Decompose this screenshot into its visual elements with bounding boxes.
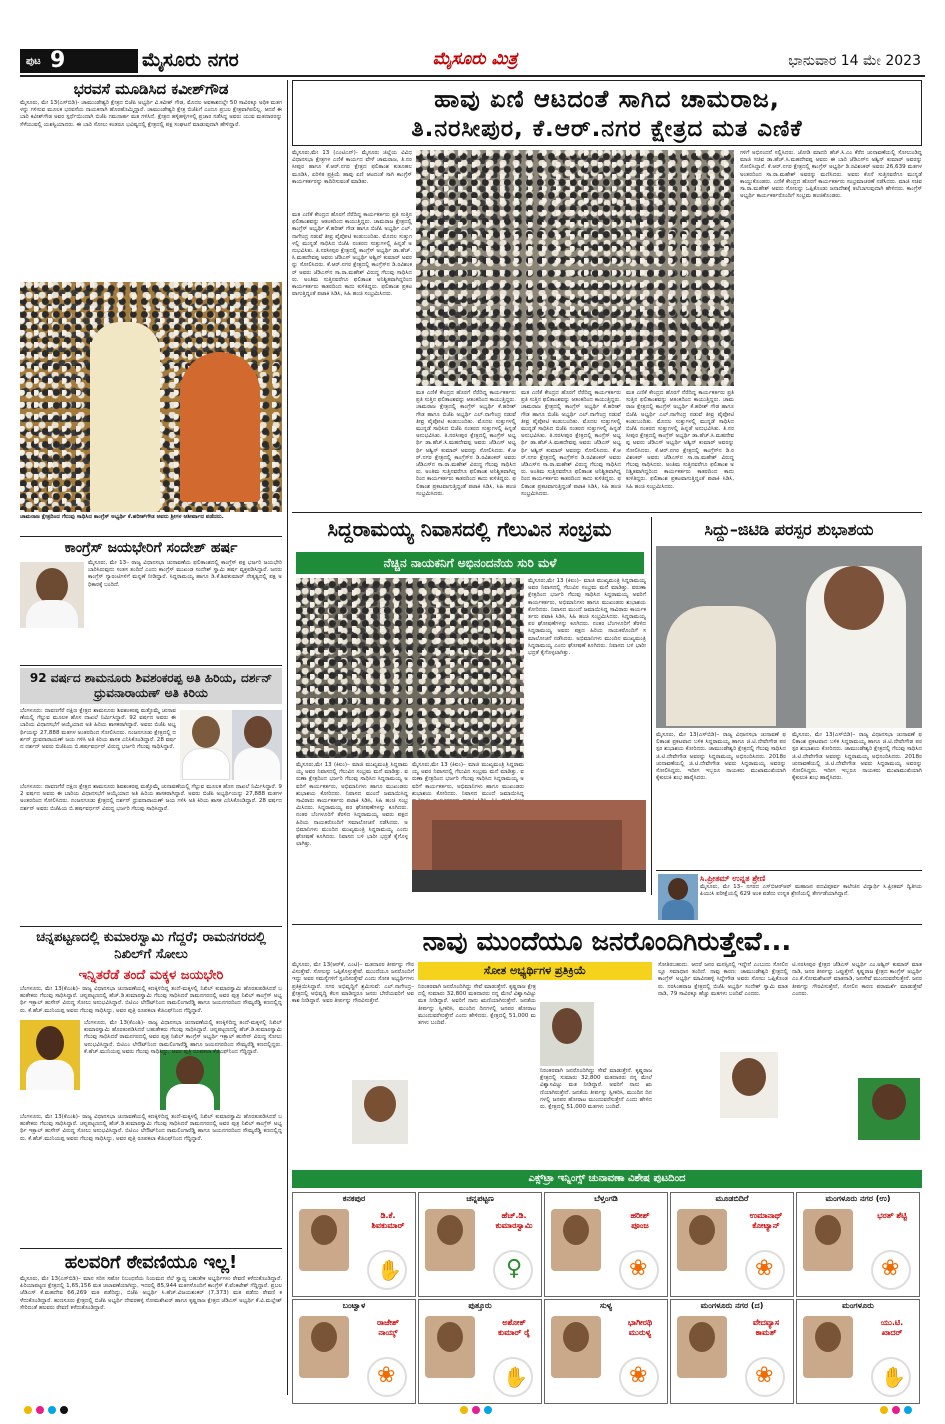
registration-dot	[60, 1406, 68, 1414]
mid-subhead-band	[296, 552, 644, 574]
mid-body-text: ಮೈಸೂರು,ಮೇ 13 (ಕಿಐಂ)– ಮಾಜಿ ಮುಖ್ಯಮಂತ್ರಿ ಸಿದ್ದರಾಮಯ್ಯ ಅವರ ನಿವಾಸದಲ್ಲಿ ಗೆಲುವಿನ ಸಂಭ್ರಮ ಮನೆ ಮಾಡಿತ್ತು. ವರುಣಾ ಕ್ಷೇತ್ರದಿಂದ ಭರ್ಜರಿ ಗೆಲುವು ಸಾಧಿಸಿದ ಸಿದ್ದರಾಮಯ್ಯ ಅವರಿಗೆ ಕಾರ್ಯಕರ್ತರು, ಅಭಿಮಾನಿಗಳು ಹಾಗೂ ಮುಖಂಡರು ಶುಭಾಶಯ ಕೋರಿದರು. ನಿವಾಸದ ಮುಂದೆ ಜಮಾಯಿಸಿದ್ದ ಸಾವಿರಾರು ಕಾರ್ಯಕರ್ತರು ಪಟಾಕಿ ಸಿಡಿಸಿ, ಸಿಹಿ ಹಂಚಿ ಸಂಭ್ರಮಿಸಿದರು. ಸಿದ್ದರಾಮಯ್ಯ ಪರ ಘೋಷಣೆಗಳನ್ನು ಕೂಗಿದರು. ನಂತರ ಬೆಂಗಳೂರಿಗೆ ತೆರಳಿದ ಸಿದ್ದರಾಮಯ್ಯ ಅವರು ಪಕ್ಷದ ಹಿರಿಯ ನಾಯಕರೊಂದಿಗೆ ಸಮಾಲೋಚನೆ ನಡೆಸಿದರು. ಅಭಿಮಾನಿಗಳು ಮುಂದಿನ ಮುಖ್ಯಮಂತ್ರಿ ಸಿದ್ದರಾಮಯ್ಯ ಎಂದು ಘೋಷಣೆ ಕೂಗಿದರು. ನಿವಾಸದ ಬಳಿ ಭಾರೀ ಭದ್ರತೆ ಕೈಗೊಳ್ಳಲಾಗಿತ್ತು.	[296, 762, 408, 848]
lead-body-text-3: ಮತ ಎಣಿಕೆ ಕೇಂದ್ರದ ಹೊರಗೆ ನೆರೆದಿದ್ದ ಕಾರ್ಯಕರ್ತರು ಪ್ರತಿ ಸುತ್ತಿನ ಫಲಿತಾಂಶವನ್ನು ಆತಂಕದಿಂದ ಕಾಯುತ್ತಿದ್ದರು. ಚಾಮರಾಜ ಕ್ಷೇತ್ರದಲ್ಲಿ ಕಾಂಗ್ರೆಸ್ ಅಭ್ಯರ್ಥಿ ಕೆ.ಹರೀಶ್ ಗೌಡ ಹಾಗೂ ಬಿಜೆಪಿ ಅಭ್ಯರ್ಥಿ ಎಲ್.ನಾಗೇಂದ್ರ ನಡುವೆ ತೀವ್ರ ಪೈಪೋಟಿ ಕಂಡುಬಂದಿತು. ಮೊದಲ ಸುತ್ತುಗಳಲ್ಲಿ ಮುನ್ನಡೆ ಸಾಧಿಸಿದ ಬಿಜೆಪಿ ನಂತರದ ಸುತ್ತುಗಳಲ್ಲಿ ಹಿನ್ನಡೆ ಅನುಭವಿಸಿತು. ತಿ.ನರಸೀಪುರ ಕ್ಷೇತ್ರದಲ್ಲಿ ಕಾಂಗ್ರೆಸ್ ಅಭ್ಯರ್ಥಿ ಡಾ.ಹೆಚ್.ಸಿ.ಮಹದೇವಪ್ಪ ಅವರು ಜೆಡಿಎಸ್ ಅಭ್ಯರ್ಥಿ ಅಶ್ವಿನ್ ಕುಮಾರ್ ಅವರನ್ನು ಸೋಲಿಸಿದರು. ಕೆ.ಆರ್.ನಗರ ಕ್ಷೇತ್ರದಲ್ಲಿ ಕಾಂಗ್ರೆಸ್‌ನ ಡಿ.ರವಿಶಂಕರ್ ಅವರು ಜೆಡಿಎಸ್‌ನ ಸಾ.ರಾ.ಮಹೇಶ್ ವಿರುದ್ಧ ಗೆಲುವು ಸಾಧಿಸಿದರು. ಅಂತಿಮ ಸುತ್ತಿನವರೆಗೂ ಫಲಿತಾಂಶ ಅನಿಶ್ಚಿತವಾಗಿದ್ದರಿಂದ ಕಾರ್ಯಕರ್ತರು ಕಾತರದಿಂದ ಕಾದು ಕುಳಿತಿದ್ದರು. ಫಲಿತಾಂಶ ಪ್ರಕಟವಾಗುತ್ತಿದ್ದಂತೆ ಪಟಾಕಿ ಸಿಡಿಸಿ, ಸಿಹಿ ಹಂಚಿ ಸಂಭ್ರಮಿಸಿದರು.	[521, 390, 621, 497]
bottom-headline: ನಾವು ಮುಂದೆಯೂ ಜನರೊಂದಿಗಿರುತ್ತೇವೆ...	[422, 927, 792, 957]
candidate-card	[544, 1299, 668, 1404]
special-banner	[292, 1170, 922, 1188]
candidate-constituency: ಸುಳ್ಯ	[599, 1301, 613, 1310]
lead-body-col2	[416, 390, 516, 508]
candidate-photo	[299, 1209, 349, 1271]
candidate-name: ಹೆಚ್.ಡಿ. ಕುಮಾರಸ್ವಾಮಿ	[495, 1211, 533, 1230]
registration-dot	[904, 1406, 912, 1414]
story5-body: ಮೈಸೂರು, ಮೇ 13(ಎಸ್‌ಬಿಡಿ)– ಮಾನ ಸರಿಸ ಸಹೋ ನಿಬಂಧನೆಯ ನಿಯಮದ ನೆಲೆ ಸ್ವಾಧ್ಯ ಬಹುತೇಕ ಅಭ್ಯರ್ಥಿಗಳು ಠೇವಣಿ ಕಳೆದುಕೊಂಡಿದ್ದಾರೆ. ಪಿರಿಯಾಪಟ್ಟಣ ಕ್ಷೇತ್ರದಲ್ಲಿ 1,65,156 ಮತ ಚಲಾವಣೆಯಾಗಿದ್ದು, ಇದರಲ್ಲಿ 85,944 ಮತಗಳೊಂದಿಗೆ ಕಾಂಗ್ರೆಸ್ ಕೆ.ವೆಂಕಟೇಶ್ ಗೆದ್ದಿದ್ದಾರೆ. ಪ್ರಬಲ ಜೆಡಿಎಸ್ ಕೆ.ಮಹದೇವ 66,269 ಮತ ಪಡೆದಿದ್ದು, ಬಿಜೆಪಿ ಅಭ್ಯರ್ಥಿ ಸಿ.ಹೆಚ್.ವಿಜಯಶಂಕರ್ (7,373) ಮತ ಪಡೆದು ಠೇವಣಿ ಕಳೆದುಕೊಂಡಿದ್ದಾರೆ. ಹುಣಸೂರು ಕ್ಷೇತ್ರದಲ್ಲಿ ಬಿಜೆಪಿ ಅಭ್ಯರ್ಥಿ ದೇವರಹಳ್ಳಿ ಸೋಮಶೇಖರ್ ಹಾಗೂ ಕೃಷ್ಣರಾಜ ಕ್ಷೇತ್ರದ ಜೆಡಿಎಸ್ ಅಭ್ಯರ್ಥಿ ಕೆ.ವಿ.ಮಲ್ಲೇಶ್ ಸೇರಿದಂತೆ ಹಲವರು ಠೇವಣಿ ಕಳೆದುಕೊಂಡಿದ್ದಾರೆ.	[20, 1276, 282, 1311]
candidate-constituency: ಮಂಗಳೂರು	[842, 1301, 874, 1310]
bjp-lotus-icon	[871, 1250, 911, 1290]
notice-portrait	[658, 874, 698, 920]
issue-date: ಭಾನುವಾರ 14 ಮೇ 2023	[788, 53, 921, 69]
story4-body-text2: ಬೆಂಗಳೂರು, ಮೇ 13(ಕೆಎಂಶಿ)- ರಾಜ್ಯ ವಿಧಾನಸಭಾ ಚುನಾವಣೆಯಲ್ಲಿ ಕಣಕ್ಕಿಳಿದಿದ್ದ ತಂದೆ-ಮಕ್ಕಳಲ್ಲಿ ನಿಖಿಲ್ ಕುಮಾರಸ್ವಾಮಿ ಹೊರತುಪಡಿಸಿದರೆ ಬಹುತೇಕರು ಗೆಲುವು ಸಾಧಿಸಿದ್ದಾರೆ. ಚನ್ನಪಟ್ಟಣದಲ್ಲಿ ಹೆಚ್.ಡಿ.ಕುಮಾರಸ್ವಾಮಿ ಗೆಲುವು ಸಾಧಿಸಿದರೆ ರಾಮನಗರದಲ್ಲಿ ಅವರ ಪುತ್ರ ನಿಖಿಲ್ ಕಾಂಗ್ರೆಸ್ ಅಭ್ಯರ್ಥಿ ಇಕ್ಬಾಲ್ ಹುಸೇನ್ ವಿರುದ್ಧ ಸೋಲು ಅನುಭವಿಸಿದ್ದಾರೆ. ಬಿಟಿಎಂ ಲೇಔಟ್‌ನಿಂದ ರಾಮಲಿಂಗಾರೆಡ್ಡಿ ಹಾಗೂ ಜಯನಗರದಿಂದ ಸೌಮ್ಯರೆಡ್ಡಿ ಕಣದಲ್ಲಿದ್ದರು. ಕೆ.ಹೆಚ್.ಮುನಿಯಪ್ಪ ಅವರು ಗೆಲುವು ಸಾಧಿಸಿದ್ದು, ಅವರ ಪುತ್ರಿ ರೂಪಕಲಾ ಕೆಜಿಎಫ್‌ನಿಂದ ಗೆದ್ದಿದ್ದಾರೆ.	[20, 1114, 282, 1142]
story3-portrait-elder	[180, 710, 232, 780]
story4-body: ಬೆಂಗಳೂರು, ಮೇ 13(ಕೆಎಂಶಿ)- ರಾಜ್ಯ ವಿಧಾನಸಭಾ ಚುನಾವಣೆಯಲ್ಲಿ ಕಣಕ್ಕಿಳಿದಿದ್ದ ತಂದೆ-ಮಕ್ಕಳಲ್ಲಿ ನಿಖಿಲ್ ಕುಮಾರಸ್ವಾಮಿ ಹೊರತುಪಡಿಸಿದರೆ ಬಹುತೇಕರು ಗೆಲುವು ಸಾಧಿಸಿದ್ದಾರೆ. ಚನ್ನಪಟ್ಟಣದಲ್ಲಿ ಹೆಚ್.ಡಿ.ಕುಮಾರಸ್ವಾಮಿ ಗೆಲುವು ಸಾಧಿಸಿದರೆ ರಾಮನಗರದಲ್ಲಿ ಅವರ ಪುತ್ರ ನಿಖಿಲ್ ಕಾಂಗ್ರೆಸ್ ಅಭ್ಯರ್ಥಿ ಇಕ್ಬಾಲ್ ಹುಸೇನ್ ವಿರುದ್ಧ ಸೋಲು ಅನುಭವಿಸಿದ್ದಾರೆ. ಬಿಟಿಎಂ ಲೇಔಟ್‌ನಿಂದ ರಾಮಲಿಂಗಾರೆಡ್ಡಿ ಹಾಗೂ ಜಯನಗರದಿಂದ ಸೌಮ್ಯರೆಡ್ಡಿ ಕಣದಲ್ಲಿದ್ದರು. ಕೆ.ಹೆಚ್.ಮುನಿಯಪ್ಪ ಅವರು ಗೆಲುವು ಸಾಧಿಸಿದ್ದು, ಅವರ ಪುತ್ರಿ ರೂಪಕಲಾ ಕೆಜಿಎಫ್‌ನಿಂದ ಗೆದ್ದಿದ್ದಾರೆ.	[20, 986, 282, 1014]
lead-body-col3	[521, 390, 621, 508]
bottom-body-far: ಟಿ.ನರಸೀಪುರ ಕ್ಷೇತ್ರದ ಜೆಡಿಎಸ್ ಅಭ್ಯರ್ಥಿ ಎಂ.ಅಶ್ವಿನ್ ಕುಮಾರ್ ಮಾತನಾಡಿ, ಜನರ ತೀರ್ಪನ್ನು ಒಪ್ಪುತ್ತೇನೆ. ಕೃಷ್ಣರಾಜ ಕ್ಷೇತ್ರದ ಕಾಂಗ್ರೆಸ್ ಅಭ್ಯರ್ಥಿ ಎಂ.ಕೆ.ಸೋಮಶೇಖರ್ ಮಾತನಾಡಿ, ಜನಸೇವೆ ಮುಂದುವರೆಸುತ್ತೇನೆ. ಜನರ ತೀರ್ಪನ್ನು ಗೌರವಿಸುತ್ತೇನೆ, ಸೋಲಿನ ಕಾರಣ ಪರಾಮರ್ಶೆ ಮಾಡುತ್ತೇವೆ ಎಂದರು.	[792, 962, 922, 997]
candidate-constituency: ಮೂಡಬಿದಿರೆ	[715, 1194, 749, 1203]
page-label: ಪುಟ	[26, 56, 41, 67]
story3-portrait-young	[232, 710, 282, 780]
bjp-lotus-icon	[745, 1357, 785, 1397]
candidate-name: ರಾಜೇಶ್ ನಾಯ್ಕ್	[376, 1318, 400, 1337]
bottom-portrait-4	[858, 1078, 920, 1140]
candidate-photo	[551, 1316, 601, 1378]
candidate-constituency: ಮಂಗಳೂರು ನಗರ (ಉ)	[825, 1194, 891, 1203]
lead-body-text-4: ಮತ ಎಣಿಕೆ ಕೇಂದ್ರದ ಹೊರಗೆ ನೆರೆದಿದ್ದ ಕಾರ್ಯಕರ್ತರು ಪ್ರತಿ ಸುತ್ತಿನ ಫಲಿತಾಂಶವನ್ನು ಆತಂಕದಿಂದ ಕಾಯುತ್ತಿದ್ದರು. ಚಾಮರಾಜ ಕ್ಷೇತ್ರದಲ್ಲಿ ಕಾಂಗ್ರೆಸ್ ಅಭ್ಯರ್ಥಿ ಕೆ.ಹರೀಶ್ ಗೌಡ ಹಾಗೂ ಬಿಜೆಪಿ ಅಭ್ಯರ್ಥಿ ಎಲ್.ನಾಗೇಂದ್ರ ನಡುವೆ ತೀವ್ರ ಪೈಪೋಟಿ ಕಂಡುಬಂದಿತು. ಮೊದಲ ಸುತ್ತುಗಳಲ್ಲಿ ಮುನ್ನಡೆ ಸಾಧಿಸಿದ ಬಿಜೆಪಿ ನಂತರದ ಸುತ್ತುಗಳಲ್ಲಿ ಹಿನ್ನಡೆ ಅನುಭವಿಸಿತು. ತಿ.ನರಸೀಪುರ ಕ್ಷೇತ್ರದಲ್ಲಿ ಕಾಂಗ್ರೆಸ್ ಅಭ್ಯರ್ಥಿ ಡಾ.ಹೆಚ್.ಸಿ.ಮಹದೇವಪ್ಪ ಅವರು ಜೆಡಿಎಸ್ ಅಭ್ಯರ್ಥಿ ಅಶ್ವಿನ್ ಕುಮಾರ್ ಅವರನ್ನು ಸೋಲಿಸಿದರು. ಕೆ.ಆರ್.ನಗರ ಕ್ಷೇತ್ರದಲ್ಲಿ ಕಾಂಗ್ರೆಸ್‌ನ ಡಿ.ರವಿಶಂಕರ್ ಅವರು ಜೆಡಿಎಸ್‌ನ ಸಾ.ರಾ.ಮಹೇಶ್ ವಿರುದ್ಧ ಗೆಲುವು ಸಾಧಿಸಿದರು. ಅಂತಿಮ ಸುತ್ತಿನವರೆಗೂ ಫಲಿತಾಂಶ ಅನಿಶ್ಚಿತವಾಗಿದ್ದರಿಂದ ಕಾರ್ಯಕರ್ತರು ಕಾತರದಿಂದ ಕಾದು ಕುಳಿತಿದ್ದರು. ಫಲಿತಾಂಶ ಪ್ರಕಟವಾಗುತ್ತಿದ್ದಂತೆ ಪಟಾಕಿ ಸಿಡಿಸಿ, ಸಿಹಿ ಹಂಚಿ ಸಂಭ್ರಮಿಸಿದರು.	[626, 390, 734, 490]
candidate-name: ಭಾಗೀರಥಿ ಮುರುಳ್ಯ	[627, 1318, 653, 1337]
story4-photo-hdk	[160, 1050, 220, 1110]
bottom-body-left: ಮೈಸೂರು, ಮೇ 13(ಆರ್‌ಕೆ, ಎಂಟಿ)– ಮತದಾರರ ತೀರ್ಪನ್ನು ಗೌರವಿಸುತ್ತೇವೆ. ಸೋಲನ್ನು ಒಪ್ಪಿಕೊಳ್ಳುತ್ತೇವೆ. ಮುಂದೆಯೂ ಜನರೊಂದಿಗೆ ಇದ್ದು ಅವರ ಸಮಸ್ಯೆಗಳಿಗೆ ಸ್ಪಂದಿಸುತ್ತೇವೆ ಎಂದು ಸೋತ ಅಭ್ಯರ್ಥಿಗಳು ಪ್ರತಿಕ್ರಿಯಿಸಿದ್ದಾರೆ. ನಗರ ಅಭಿವೃದ್ಧಿಗೆ ಶ್ರಮಿಸುವೆ: ಎಲ್.ನಾಗೇಂದ್ರ– ಕ್ಷೇತ್ರದಲ್ಲಿ ಅಭಿವೃದ್ಧಿ ಕೆಲಸ ಮಾಡಿದ್ದರೂ ಜನರು ಬೇರೆಯವರಿಗೆ ಅವಕಾಶ ನೀಡಿದ್ದಾರೆ. ಅವರ ತೀರ್ಪನ್ನು ಗೌರವಿಸುತ್ತೇನೆ.	[292, 962, 414, 1005]
candidate-photo	[677, 1316, 727, 1378]
page-number: 9	[50, 48, 66, 73]
candidate-card	[796, 1192, 920, 1297]
side-body-col1: ಮೈಸೂರು, ಮೇ 13(ಎಸ್‌ಬಿಡಿ)– ರಾಜ್ಯ ವಿಧಾನಸಭಾ ಚುನಾವಣೆ ಫಲಿತಾಂಶ ಪ್ರಕಟವಾದ ಬಳಿಕ ಸಿದ್ದರಾಮಯ್ಯ ಹಾಗೂ ಜಿ.ಟಿ.ದೇವೇಗೌಡ ಪರಸ್ಪರ ಶುಭಾಶಯ ಕೋರಿದರು. ಚಾಮುಂಡೇಶ್ವರಿ ಕ್ಷೇತ್ರದಲ್ಲಿ ಗೆಲುವು ಸಾಧಿಸಿದ ಜಿ.ಟಿ.ದೇವೇಗೌಡ ಅವರನ್ನು ಸಿದ್ದರಾಮಯ್ಯ ಅಭಿನಂದಿಸಿದರು. 2018ರ ಚುನಾವಣೆಯಲ್ಲಿ ಜಿ.ಟಿ.ದೇವೇಗೌಡ ಅವರು ಸಿದ್ದರಾಮಯ್ಯ ಅವರನ್ನು ಸೋಲಿಸಿದ್ದರು. ಇದೀಗ ಇಬ್ಬರೂ ನಾಯಕರು ಮುಖಾಮುಖಿಯಾಗಿ ಕೈಕುಲುಕಿ ಶುಭ ಹಾರೈಸಿದರು.	[656, 732, 786, 782]
mid-body-text-2: ಮೈಸೂರು,ಮೇ 13 (ಕಿಐಂ)– ಮಾಜಿ ಮುಖ್ಯಮಂತ್ರಿ ಸಿದ್ದರಾಮಯ್ಯ ಅವರ ನಿವಾಸದಲ್ಲಿ ಗೆಲುವಿನ ಸಂಭ್ರಮ ಮನೆ ಮಾಡಿತ್ತು. ವರುಣಾ ಕ್ಷೇತ್ರದಿಂದ ಭರ್ಜರಿ ಗೆಲುವು ಸಾಧಿಸಿದ ಸಿದ್ದರಾಮಯ್ಯ ಅವರಿಗೆ ಕಾರ್ಯಕರ್ತರು, ಅಭಿಮಾನಿಗಳು ಹಾಗೂ ಮುಖಂಡರು ಶುಭಾಶಯ ಕೋರಿದರು. ನಿವಾಸದ ಮುಂದೆ ಜಮಾಯಿಸಿದ್ದ	[412, 762, 524, 797]
mid-crowd-photo	[296, 578, 524, 758]
rule	[20, 536, 282, 537]
story4-subtitle: ಇನ್ನಿತರೆಡೆ ತಂದೆ ಮಕ್ಕಳ ಜಯಭೇರಿ	[78, 968, 224, 983]
registration-dot	[36, 1406, 44, 1414]
bjp-lotus-icon	[619, 1250, 659, 1290]
rule	[20, 665, 282, 666]
bjp-lotus-icon	[619, 1357, 659, 1397]
bottom-body-mid-text: ನಿರಂತರವಾಗಿ ಜನರೊಂದಿಗಿದ್ದು ಸೇವೆ ಮಾಡುತ್ತೇನೆ. ಕೃಷ್ಣರಾಜ ಕ್ಷೇತ್ರದಲ್ಲಿ ಸುಮಾರು 32,800 ಮತದಾರರು ನನ್ನ ಮೇಲೆ ವಿಶ್ವಾಸವಿಟ್ಟು ಮತ ನೀಡಿದ್ದಾರೆ. ಅವರಿಗೆ ನಾನು ಋಣಿಯಾಗಿರುತ್ತೇನೆ. ಜನತೆಯ ತೀರ್ಪನ್ನು ಸ್ವೀಕರಿಸಿ, ಮುಂದಿನ ದಿನಗಳಲ್ಲಿ ಜನಪರ ಹೋರಾಟ ಮುಂದುವರೆಸುತ್ತೇನೆ ಎಂದು ಹೇಳಿದರು. ಕ್ಷೇತ್ರದಲ್ಲಿ 51,000 ಮತಗಳು ಬಂದಿವೆ.	[540, 1068, 652, 1111]
lead-headline-box	[292, 80, 922, 146]
bottom-body-right: ಸೋತಿರಬಹುದು. ಆದರೆ ಜನರ ಮನಸ್ಸಿನಲ್ಲಿ ಇದ್ದೇನೆ ಎಂಬುದು ಸೋಲಿನಲ್ಲೂ ಸಮಾಧಾನ ತಂದಿದೆ. ನಾವು ಕಾರಣ: ಚಾಮುಂಡೇಶ್ವರಿ ಕ್ಷೇತ್ರದಲ್ಲಿ ಕಾಂಗ್ರೆಸ್ ಅಭ್ಯರ್ಥಿ ಮಾವಿನಹಳ್ಳಿ ಸಿದ್ದೇಗೌಡ ಅವರು ಸೋಲು ಒಪ್ಪಿಕೊಂಡರು. ನರಸಿಂಹರಾಜ ಕ್ಷೇತ್ರದಲ್ಲಿ ಬಿಜೆಪಿ ಅಭ್ಯರ್ಥಿ ಸಂದೇಶ್ ಸ್ವಾಮಿ ಮಾತನಾಡಿ, 79 ಸಾವಿರಕ್ಕೂ ಹೆಚ್ಚು ಮತಗಳು ಬಂದಿವೆ ಎಂದರು.	[658, 962, 788, 997]
section-title: ಮೈಸೂರು ನಗರ	[142, 49, 239, 71]
lead-body-text-2: ಮತ ಎಣಿಕೆ ಕೇಂದ್ರದ ಹೊರಗೆ ನೆರೆದಿದ್ದ ಕಾರ್ಯಕರ್ತರು ಪ್ರತಿ ಸುತ್ತಿನ ಫಲಿತಾಂಶವನ್ನು ಆತಂಕದಿಂದ ಕಾಯುತ್ತಿದ್ದರು. ಚಾಮರಾಜ ಕ್ಷೇತ್ರದಲ್ಲಿ ಕಾಂಗ್ರೆಸ್ ಅಭ್ಯರ್ಥಿ ಕೆ.ಹರೀಶ್ ಗೌಡ ಹಾಗೂ ಬಿಜೆಪಿ ಅಭ್ಯರ್ಥಿ ಎಲ್.ನಾಗೇಂದ್ರ ನಡುವೆ ತೀವ್ರ ಪೈಪೋಟಿ ಕಂಡುಬಂದಿತು. ಮೊದಲ ಸುತ್ತುಗಳಲ್ಲಿ ಮುನ್ನಡೆ ಸಾಧಿಸಿದ ಬಿಜೆಪಿ ನಂತರದ ಸುತ್ತುಗಳಲ್ಲಿ ಹಿನ್ನಡೆ ಅನುಭವಿಸಿತು. ತಿ.ನರಸೀಪುರ ಕ್ಷೇತ್ರದಲ್ಲಿ ಕಾಂಗ್ರೆಸ್ ಅಭ್ಯರ್ಥಿ ಡಾ.ಹೆಚ್.ಸಿ.ಮಹದೇವಪ್ಪ ಅವರು ಜೆಡಿಎಸ್ ಅಭ್ಯರ್ಥಿ ಅಶ್ವಿನ್ ಕುಮಾರ್ ಅವರನ್ನು ಸೋಲಿಸಿದರು. ಕೆ.ಆರ್.ನಗರ ಕ್ಷೇತ್ರದಲ್ಲಿ ಕಾಂಗ್ರೆಸ್‌ನ ಡಿ.ರವಿಶಂಕರ್ ಅವರು ಜೆಡಿಎಸ್‌ನ ಸಾ.ರಾ.ಮಹೇಶ್ ವಿರುದ್ಧ ಗೆಲುವು ಸಾಧಿಸಿದರು. ಅಂತಿಮ ಸುತ್ತಿನವರೆಗೂ ಫಲಿತಾಂಶ ಅನಿಶ್ಚಿತವಾಗಿದ್ದರಿಂದ ಕಾರ್ಯಕರ್ತರು ಕಾತರದಿಂದ ಕಾದು ಕುಳಿತಿದ್ದರು. ಫಲಿತಾಂಶ ಪ್ರಕಟವಾಗುತ್ತಿದ್ದಂತೆ ಪಟಾಕಿ ಸಿಡಿಸಿ, ಸಿಹಿ ಹಂಚಿ ಸಂಭ್ರಮಿಸಿದರು.	[416, 390, 516, 497]
story1-photo-caption: ಚಾಮರಾಜ ಕ್ಷೇತ್ರದಿಂದ ಗೆಲುವು ಸಾಧಿಸಿದ ಕಾಂಗ್ರೆಸ್ ಅಭ್ಯರ್ಥಿ ಕೆ.ಹರೀಶ್‌ಗೌಡ ಅವರು ಶ್ರೀಗಳ ಆಶೀರ್ವಾದ ಪಡೆದರು.	[20, 514, 224, 520]
story4-body-cont	[84, 1020, 282, 1055]
story4-title: ಚನ್ನಪಟ್ಟಣದಲ್ಲಿ ಕುಮಾರಸ್ವಾಮಿ ಗೆದ್ದರೆ; ರಾಮನಗರದಲ್ಲಿ ನಿಖಿಲ್‌ಗೆ ಸೋಲು	[36, 930, 266, 962]
story4-body-text: ಬೆಂಗಳೂರು, ಮೇ 13(ಕೆಎಂಶಿ)- ರಾಜ್ಯ ವಿಧಾನಸಭಾ ಚುನಾವಣೆಯಲ್ಲಿ ಕಣಕ್ಕಿಳಿದಿದ್ದ ತಂದೆ-ಮಕ್ಕಳಲ್ಲಿ ನಿಖಿಲ್ ಕುಮಾರಸ್ವಾಮಿ ಹೊರತುಪಡಿಸಿದರೆ ಬಹುತೇಕರು ಗೆಲುವು ಸಾಧಿಸಿದ್ದಾರೆ. ಚನ್ನಪಟ್ಟಣದಲ್ಲಿ ಹೆಚ್.ಡಿ.ಕುಮಾರಸ್ವಾಮಿ ಗೆಲುವು ಸಾಧಿಸಿದರೆ ರಾಮನಗರದಲ್ಲಿ ಅವರ ಪುತ್ರ ನಿಖಿಲ್ ಕಾಂಗ್ರೆಸ್ ಅಭ್ಯರ್ಥಿ ಇಕ್ಬಾಲ್ ಹುಸೇನ್ ವಿರುದ್ಧ ಸೋಲು ಅನುಭವಿಸಿದ್ದಾರೆ. ಬಿಟಿಎಂ ಲೇಔಟ್‌ನಿಂದ ರಾಮಲಿಂಗಾರೆಡ್ಡಿ ಹಾಗೂ ಜಯನಗರದಿಂದ ಸೌಮ್ಯರೆಡ್ಡಿ ಕಣದಲ್ಲಿದ್ದರು. ಕೆ.ಹೆಚ್.ಮುನಿಯಪ್ಪ ಅವರು ಗೆಲುವು ಸಾಧಿಸಿದ್ದು, ಅವರ ಪುತ್ರಿ ರೂಪಕಲಾ ಕೆಜಿಎಫ್‌ನಿಂದ ಗೆದ್ದಿದ್ದಾರೆ.	[84, 1020, 282, 1055]
page-number-box	[20, 49, 138, 73]
bjp-lotus-icon	[367, 1357, 407, 1397]
mid-body-col2	[412, 762, 524, 798]
column-divider	[651, 517, 652, 895]
candidate-card	[796, 1299, 920, 1404]
mid-body-right: ಮೈಸೂರು,ಮೇ 13 (ಕಿಐಂ)– ಮಾಜಿ ಮುಖ್ಯಮಂತ್ರಿ ಸಿದ್ದರಾಮಯ್ಯ ಅವರ ನಿವಾಸದಲ್ಲಿ ಗೆಲುವಿನ ಸಂಭ್ರಮ ಮನೆ ಮಾಡಿತ್ತು. ವರುಣಾ ಕ್ಷೇತ್ರದಿಂದ ಭರ್ಜರಿ ಗೆಲುವು ಸಾಧಿಸಿದ ಸಿದ್ದರಾಮಯ್ಯ ಅವರಿಗೆ ಕಾರ್ಯಕರ್ತರು, ಅಭಿಮಾನಿಗಳು ಹಾಗೂ ಮುಖಂಡರು ಶುಭಾಶಯ ಕೋರಿದರು. ನಿವಾಸದ ಮುಂದೆ ಜಮಾಯಿಸಿದ್ದ ಸಾವಿರಾರು ಕಾರ್ಯಕರ್ತರು ಪಟಾಕಿ ಸಿಡಿಸಿ, ಸಿಹಿ ಹಂಚಿ ಸಂಭ್ರಮಿಸಿದರು. ಸಿದ್ದರಾಮಯ್ಯ ಪರ ಘೋಷಣೆಗಳನ್ನು ಕೂಗಿದರು. ನಂತರ ಬೆಂಗಳೂರಿಗೆ ತೆರಳಿದ ಸಿದ್ದರಾಮಯ್ಯ ಅವರು ಪಕ್ಷದ ಹಿರಿಯ ನಾಯಕರೊಂದಿಗೆ ಸಮಾಲೋಚನೆ ನಡೆಸಿದರು. ಅಭಿಮಾನಿಗಳು ಮುಂದಿನ ಮುಖ್ಯಮಂತ್ರಿ ಸಿದ್ದರಾಮಯ್ಯ ಎಂದು ಘೋಷಣೆ ಕೂಗಿದರು. ನಿವಾಸದ ಬಳಿ ಭಾರೀ ಭದ್ರತೆ ಕೈಗೊಳ್ಳಲಾಗಿತ್ತು.	[528, 578, 646, 657]
special-banner-text: ಎಕ್ಸ್‌ಟ್ರಾ ಇನ್ನಿಂಗ್ಸ್ ಚುನಾವಣಾ ವಿಶೇಷ ಪುಟದಿಂದ	[528, 1173, 686, 1184]
masthead: ಮೈಸೂರು ಮಿತ್ರ	[432, 49, 518, 69]
column-divider	[287, 80, 288, 1395]
candidate-card	[292, 1299, 416, 1404]
candidate-card	[544, 1192, 668, 1297]
lead-body-col4	[626, 390, 734, 508]
registration-dot	[484, 1406, 492, 1414]
candidate-constituency: ಕನಕಪುರ	[342, 1194, 366, 1203]
story3-body-text: ಬೆಂಗಳೂರು: ದಾವಣಗೆರೆ ದಕ್ಷಿಣ ಕ್ಷೇತ್ರದ ಶಾಮನೂರು ಶಿವಶಂಕರಪ್ಪ ಮತ್ತೊಮ್ಮೆ ಚುನಾವಣೆಯಲ್ಲಿ ಗೆಲ್ಲುವ ಮೂಲಕ ಹೊಸ ದಾಖಲೆ ನಿರ್ಮಿಸಿದ್ದಾರೆ. 92 ವರ್ಷದ ಅವರು ಈ ಬಾರಿಯ ವಿಧಾನಸಭೆಗೆ ಆಯ್ಕೆಯಾದ ಅತಿ ಹಿರಿಯ ಶಾಸಕರಾಗಿದ್ದಾರೆ. ಅವರು ಬಿಜೆಪಿ ಅಭ್ಯರ್ಥಿಯನ್ನು 27,888 ಮತಗಳ ಅಂತರದಿಂದ ಸೋಲಿಸಿದರು. ನಂಜನಗೂಡು ಕ್ಷೇತ್ರದಲ್ಲಿ ದರ್ಶನ್ ಧ್ರುವನಾರಾಯಣ್ ಜಯ ಗಳಿಸಿ ಅತಿ ಕಿರಿಯ ಶಾಸಕ ಎನಿಸಿಕೊಂಡಿದ್ದಾರೆ. 28 ವರ್ಷದ ದರ್ಶನ್ ಅವರು ಬಿಜೆಪಿಯ ಬಿ.ಹರ್ಷವರ್ಧನ್ ವಿರುದ್ಧ ಭರ್ಜರಿ ಗೆಲುವು ಸಾಧಿಸಿದ್ದಾರೆ.	[20, 784, 282, 812]
side-body-text: ಮೈಸೂರು, ಮೇ 13(ಎಸ್‌ಬಿಡಿ)– ರಾಜ್ಯ ವಿಧಾನಸಭಾ ಚುನಾವಣೆ ಫಲಿತಾಂಶ ಪ್ರಕಟವಾದ ಬಳಿಕ ಸಿದ್ದರಾಮಯ್ಯ ಹಾಗೂ ಜಿ.ಟಿ.ದೇವೇಗೌಡ ಪರಸ್ಪರ ಶುಭಾಶಯ ಕೋರಿದರು. ಚಾಮುಂಡೇಶ್ವರಿ ಕ್ಷೇತ್ರದಲ್ಲಿ ಗೆಲುವು ಸಾಧಿಸಿದ ಜಿ.ಟಿ.ದೇವೇಗೌಡ ಅವರನ್ನು ಸಿದ್ದರಾಮಯ್ಯ ಅಭಿನಂದಿಸಿದರು. 2018ರ ಚುನಾವಣೆಯಲ್ಲಿ ಜಿ.ಟಿ.ದೇವೇಗೌಡ ಅವರು ಸಿದ್ದರಾಮಯ್ಯ ಅವರನ್ನು ಸೋಲಿಸಿದ್ದರು. ಇದೀಗ ಇಬ್ಬರೂ ನಾಯಕರು ಮುಖಾಮುಖಿಯಾಗಿ ಕೈಕುಲುಕಿ ಶುಭ ಹಾರೈಸಿದರು.	[792, 732, 922, 782]
candidate-card	[670, 1192, 794, 1297]
candidate-name: ಅಶೋಕ್ ಕುಮಾರ್ ರೈ	[497, 1318, 531, 1337]
bottom-body-mid: ನಿರಂತರವಾಗಿ ಜನರೊಂದಿಗಿದ್ದು ಸೇವೆ ಮಾಡುತ್ತೇನೆ. ಕೃಷ್ಣರಾಜ ಕ್ಷೇತ್ರದಲ್ಲಿ ಸುಮಾರು 32,800 ಮತದಾರರು ನನ್ನ ಮೇಲೆ ವಿಶ್ವಾಸವಿಟ್ಟು ಮತ ನೀಡಿದ್ದಾರೆ. ಅವರಿಗೆ ನಾನು ಋಣಿಯಾಗಿರುತ್ತೇನೆ. ಜನತೆಯ ತೀರ್ಪನ್ನು ಸ್ವೀಕರಿಸಿ, ಮುಂದಿನ ದಿನಗಳಲ್ಲಿ ಜನಪರ ಹೋರಾಟ ಮುಂದುವರೆಸುತ್ತೇನೆ ಎಂದು ಹೇಳಿದರು. ಕ್ಷೇತ್ರದಲ್ಲಿ 51,000 ಮತಗಳು ಬಂದಿವೆ.	[418, 984, 536, 1027]
story4-photo-nikhil	[20, 1020, 80, 1090]
story1-body: ಮೈಸೂರು, ಮೇ 13(ಎಸ್‌ಬಿಡಿ)- ಚಾಮುಂಡೇಶ್ವರಿ ಕ್ಷೇತ್ರದ ಬಿಜೆಪಿ ಅಭ್ಯರ್ಥಿ ವಿ.ಕವೀಶ್ ಗೌಡ, ಮೊದಲ ಅವಕಾಶದಲ್ಲೇ 50 ಸಾವಿರಕ್ಕೂ ಅಧಿಕ ಮತಗಳನ್ನು ಗಳಿಸುವ ಮೂಲಕ ಭರವಸೆಯ ನಾಯಕನಾಗಿ ಹೊರಹೊಮ್ಮಿದ್ದಾರೆ. ಚಾಮುಂಡೇಶ್ವರಿ ಕ್ಷೇತ್ರ ಬಿಜೆಪಿಗೆ ಎಂದೂ ಪ್ರಬಲ ಕ್ಷೇತ್ರವಾಗಿರಲಿಲ್ಲ. ಆದರೆ ಈ ಬಾರಿ ಕವೀಶ್‌ಗೌಡ ಅವರ ಸ್ಪರ್ಧೆಯಿಂದಾಗಿ ಬಿಜೆಪಿ ಗಮನಾರ್ಹ ಮತ ಗಳಿಸಿದೆ. ಕ್ಷೇತ್ರದ ಹಳ್ಳಿಹಳ್ಳಿಗಳಲ್ಲಿ ಪ್ರಚಾರ ನಡೆಸಿದ್ದ ಅವರು ಯುವ ಮತದಾರರನ್ನು ಸೆಳೆಯುವಲ್ಲಿ ಯಶಸ್ವಿಯಾದರು. ಈ ಬಾರಿ ಸೋಲು ಕಂಡರೂ ಭವಿಷ್ಯದಲ್ಲಿ ಕ್ಷೇತ್ರದಲ್ಲಿ ಪಕ್ಷ ಸಂಘಟನೆ ಮಾಡುವುದಾಗಿ ಹೇಳಿದ್ದಾರೆ.	[20, 100, 282, 128]
notice-body: ಮೈಸೂರು, ಮೇ 13– ನಗರದ ಎಸ್‌ಬಿಆರ್‌ಆರ್ ಮಹಾಜನ ಪದವಿಪೂರ್ವ ಕಾಲೇಜಿನ ವಿದ್ಯಾರ್ಥಿ ಸಿ.ಪ್ರೀತಮ್ ದ್ವಿತೀಯ ಪಿಯುಸಿ ಪರೀಕ್ಷೆಯಲ್ಲಿ 629 ಅಂಕ ಪಡೆದು ಉನ್ನತ ಶ್ರೇಣಿಯಲ್ಲಿ ತೇರ್ಗಡೆಯಾಗಿದ್ದಾನೆ.	[700, 884, 922, 898]
bottom-portrait-1	[352, 1080, 408, 1144]
registration-dot	[48, 1406, 56, 1414]
bottom-portrait-2	[540, 1002, 594, 1066]
mid-house-photo	[412, 800, 646, 892]
story3-body-cont	[20, 784, 282, 922]
candidate-photo	[803, 1209, 853, 1271]
jds-farmer-icon	[493, 1250, 533, 1290]
story2-title: ಕಾಂಗ್ರೆಸ್ ಜಯಭೇರಿಗೆ ಸಂದೇಶ್ ಹರ್ಷ	[64, 540, 238, 556]
lead-body-col1	[292, 212, 412, 508]
lead-body-text: ಮತ ಎಣಿಕೆ ಕೇಂದ್ರದ ಹೊರಗೆ ನೆರೆದಿದ್ದ ಕಾರ್ಯಕರ್ತರು ಪ್ರತಿ ಸುತ್ತಿನ ಫಲಿತಾಂಶವನ್ನು ಆತಂಕದಿಂದ ಕಾಯುತ್ತಿದ್ದರು. ಚಾಮರಾಜ ಕ್ಷೇತ್ರದಲ್ಲಿ ಕಾಂಗ್ರೆಸ್ ಅಭ್ಯರ್ಥಿ ಕೆ.ಹರೀಶ್ ಗೌಡ ಹಾಗೂ ಬಿಜೆಪಿ ಅಭ್ಯರ್ಥಿ ಎಲ್.ನಾಗೇಂದ್ರ ನಡುವೆ ತೀವ್ರ ಪೈಪೋಟಿ ಕಂಡುಬಂದಿತು. ಮೊದಲ ಸುತ್ತುಗಳಲ್ಲಿ ಮುನ್ನಡೆ ಸಾಧಿಸಿದ ಬಿಜೆಪಿ ನಂತರದ ಸುತ್ತುಗಳಲ್ಲಿ ಹಿನ್ನಡೆ ಅನುಭವಿಸಿತು. ತಿ.ನರಸೀಪುರ ಕ್ಷೇತ್ರದಲ್ಲಿ ಕಾಂಗ್ರೆಸ್ ಅಭ್ಯರ್ಥಿ ಡಾ.ಹೆಚ್.ಸಿ.ಮಹದೇವಪ್ಪ ಅವರು ಜೆಡಿಎಸ್ ಅಭ್ಯರ್ಥಿ ಅಶ್ವಿನ್ ಕುಮಾರ್ ಅವರನ್ನು ಸೋಲಿಸಿದರು. ಕೆ.ಆರ್.ನಗರ ಕ್ಷೇತ್ರದಲ್ಲಿ ಕಾಂಗ್ರೆಸ್‌ನ ಡಿ.ರವಿಶಂಕರ್ ಅವರು ಜೆಡಿಎಸ್‌ನ ಸಾ.ರಾ.ಮಹೇಶ್ ವಿರುದ್ಧ ಗೆಲುವು ಸಾಧಿಸಿದರು. ಅಂತಿಮ ಸುತ್ತಿನವರೆಗೂ ಫಲಿತಾಂಶ ಅನಿಶ್ಚಿತವಾಗಿದ್ದರಿಂದ ಕಾರ್ಯಕರ್ತರು ಕಾತರದಿಂದ ಕಾದು ಕುಳಿತಿದ್ದರು. ಫಲಿತಾಂಶ ಪ್ರಕಟವಾಗುತ್ತಿದ್ದಂತೆ ಪಟಾಕಿ ಸಿಡಿಸಿ, ಸಿಹಿ ಹಂಚಿ ಸಂಭ್ರಮಿಸಿದರು.	[292, 212, 412, 298]
story3-title: 92 ವರ್ಷದ ಶಾಮನೂರು ಶಿವಶಂಕರಪ್ಪ ಅತಿ ಹಿರಿಯ, ದರ್ಶನ್ ಧ್ರುವನಾರಾಯಣ್ ಅತಿ ಕಿರಿಯ	[29, 671, 273, 700]
rule	[292, 512, 922, 513]
bottom-subhead-band	[418, 962, 652, 980]
side-headline: ಸಿದ್ದು–ಜಿಟಿಡಿ ಪರಸ್ಪರ ಶುಭಾಶಯ	[704, 520, 874, 539]
side-body-col2	[792, 732, 922, 868]
congress-hand-icon	[871, 1357, 911, 1397]
story4-body-cont2	[20, 1114, 282, 1244]
candidate-constituency: ಮಂಗಳೂರು ನಗರ (ದ)	[700, 1301, 764, 1310]
rule	[292, 924, 922, 925]
candidate-constituency: ಪುತ್ತೂರು	[468, 1301, 492, 1310]
header-rule	[20, 75, 925, 77]
mid-subhead: ನೆಚ್ಚಿನ ನಾಯಕನಿಗೆ ಅಭಿನಂದನೆಯ ಸುರಿ ಮಳೆ	[383, 556, 557, 570]
candidate-name: ಹರೀಶ್ ಪೂಂಜ	[630, 1211, 650, 1230]
registration-dot	[24, 1406, 32, 1414]
bottom-body-mid2	[540, 1068, 652, 1166]
candidate-constituency: ಬೆಳ್ತಂಗಡಿ	[594, 1194, 618, 1203]
candidate-photo	[425, 1209, 475, 1271]
story3-body: ಬೆಂಗಳೂರು: ದಾವಣಗೆರೆ ದಕ್ಷಿಣ ಕ್ಷೇತ್ರದ ಶಾಮನೂರು ಶಿವಶಂಕರಪ್ಪ ಮತ್ತೊಮ್ಮೆ ಚುನಾವಣೆಯಲ್ಲಿ ಗೆಲ್ಲುವ ಮೂಲಕ ಹೊಸ ದಾಖಲೆ ನಿರ್ಮಿಸಿದ್ದಾರೆ. 92 ವರ್ಷದ ಅವರು ಈ ಬಾರಿಯ ವಿಧಾನಸಭೆಗೆ ಆಯ್ಕೆಯಾದ ಅತಿ ಹಿರಿಯ ಶಾಸಕರಾಗಿದ್ದಾರೆ. ಅವರು ಬಿಜೆಪಿ ಅಭ್ಯರ್ಥಿಯನ್ನು 27,888 ಮತಗಳ ಅಂತರದಿಂದ ಸೋಲಿಸಿದರು. ನಂಜನಗೂಡು ಕ್ಷೇತ್ರದಲ್ಲಿ ದರ್ಶನ್ ಧ್ರುವನಾರಾಯಣ್ ಜಯ ಗಳಿಸಿ ಅತಿ ಕಿರಿಯ ಶಾಸಕ ಎನಿಸಿಕೊಂಡಿದ್ದಾರೆ. 28 ವರ್ಷದ ದರ್ಶನ್ ಅವರು ಬಿಜೆಪಿಯ ಬಿ.ಹರ್ಷವರ್ಧನ್ ವಿರುದ್ಧ ಭರ್ಜರಿ ಗೆಲುವು ಸಾಧಿಸಿದ್ದಾರೆ.	[20, 708, 176, 751]
rule	[20, 1248, 282, 1249]
registration-dot	[892, 1406, 900, 1414]
candidate-photo	[677, 1209, 727, 1271]
lead-headline-1: ಹಾವು ಏಣಿ ಆಟದಂತೆ ಸಾಗಿದ ಚಾಮರಾಜ,	[434, 85, 780, 113]
lead-headline-2: ತಿ.ನರಸೀಪುರ, ಕೆ.ಆರ್.ನಗರ ಕ್ಷೇತ್ರದ ಮತ ಎಣಿಕೆ	[411, 116, 803, 142]
registration-dot	[460, 1406, 468, 1414]
candidate-photo	[425, 1316, 475, 1378]
candidate-name: ಡಿ.ಕೆ. ಶಿವಕುಮಾರ್	[371, 1211, 405, 1230]
story1-photo	[20, 282, 282, 512]
registration-dot	[880, 1406, 888, 1414]
candidate-constituency: ಚನ್ನಪಟ್ಟಣ	[466, 1194, 494, 1203]
mid-body-col1	[296, 762, 408, 892]
candidate-name: ಉಮಾನಾಥ್ ಕೋಟ್ಯಾನ್	[749, 1211, 783, 1230]
swami-figure	[180, 352, 260, 502]
story2-body: ಮೈಸೂರು, ಮೇ 13– ರಾಜ್ಯ ವಿಧಾನಸಭಾ ಚುನಾವಣೆಯ ಫಲಿತಾಂಶದಲ್ಲಿ ಕಾಂಗ್ರೆಸ್ ಪಕ್ಷ ಭರ್ಜರಿ ಜಯಭೇರಿ ಬಾರಿಸಿರುವುದು ಸಂತಸ ತಂದಿದೆ ಎಂದು ಕಾಂಗ್ರೆಸ್ ಮುಖಂಡ ಸಂದೇಶ್ ಸ್ವಾಮಿ ಹರ್ಷ ವ್ಯಕ್ತಪಡಿಸಿದ್ದಾರೆ. ಜನರು ಕಾಂಗ್ರೆಸ್ ಗ್ಯಾರಂಟಿಗಳಿಗೆ ಮನ್ನಣೆ ನೀಡಿದ್ದಾರೆ. ಸಿದ್ದರಾಮಯ್ಯ ಹಾಗೂ ಡಿ.ಕೆ.ಶಿವಕುಮಾರ್ ನೇತೃತ್ವದಲ್ಲಿ ಪಕ್ಷ ಅಧಿಕಾರಕ್ಕೆ ಬಂದಿದೆ.	[88, 560, 282, 588]
registration-dot	[472, 1406, 480, 1414]
lead-crowd-photo	[416, 150, 734, 386]
story5-title: ಹಲವರಿಗೆ ಠೇವಣಿಯೂ ಇಲ್ಲ!	[64, 1252, 238, 1273]
congress-hand-icon	[493, 1357, 533, 1397]
story1-title: ಭರವಸೆ ಮೂಡಿಸಿದ ಕವೀಶ್‌ಗೌಡ	[73, 80, 229, 98]
rule	[656, 870, 922, 871]
story2-portrait	[20, 562, 84, 628]
garlanded-man	[90, 322, 160, 512]
candidate-card	[292, 1192, 416, 1297]
bjp-lotus-icon	[745, 1250, 785, 1290]
candidate-photo	[803, 1316, 853, 1378]
side-handshake-photo	[656, 546, 922, 728]
left-column	[20, 80, 282, 1395]
mid-headline: ಸಿದ್ದರಾಮಯ್ಯ ನಿವಾಸದಲ್ಲಿ ಗೆಲುವಿನ ಸಂಭ್ರಮ	[327, 517, 612, 541]
candidate-card	[418, 1192, 542, 1297]
candidate-name: ಯು.ಟಿ. ಖಾದರ್	[880, 1318, 904, 1337]
candidate-photo	[551, 1209, 601, 1271]
right-col-body: ಗಳಿಗೆ ಅಭಿನಂದನೆ ಸಲ್ಲಿಸಿದರು. ಜೋಡಿ ಮಾದರಿ ಹೆಚ್.ಸಿ.ಎಂ ಕೆರೆದ ಚುನಾವಣೆಯಲ್ಲಿ ಸೋಲುಂಡಿದ್ದ ಮಾಜಿ ಸಚಿವ ಡಾ.ಹೆಚ್.ಸಿ.ಮಹದೇವಪ್ಪ ಅವರು ಈ ಬಾರಿ ಜೆಡಿಎಸ್‌ನ ಅಶ್ವಿನ್ ಕುಮಾರ್ ಅವರನ್ನು ಸೋಲಿಸಿದ್ದಾರೆ. ಕೆ.ಆರ್.ನಗರ ಕ್ಷೇತ್ರದಲ್ಲಿ ಕಾಂಗ್ರೆಸ್ ಅಭ್ಯರ್ಥಿ ಡಿ.ರವಿಶಂಕರ್ ಅವರು 26,639 ಮತಗಳ ಅಂತರದಿಂದ ಸಾ.ರಾ.ಮಹೇಶ್ ಅವರನ್ನು ಮಣಿಸಿದರು. ಅವರು ಕೊನೆ ಸುತ್ತಿನವರೆಗೂ ಮುನ್ನಡೆ ಕಾಯ್ದುಕೊಂಡರು. ಎಣಿಕೆ ಕೇಂದ್ರದ ಹೊರಗೆ ಕಾರ್ಯಕರ್ತರು ಸಂಭ್ರಮಾಚರಣೆ ನಡೆಸಿದರು. ಮಾಜಿ ಸಚಿವ ಸಾ.ರಾ.ಮಹೇಶ್ ಅವರು ಸೋಲನ್ನು ಒಪ್ಪಿಕೊಂಡು ಜನಾದೇಶಕ್ಕೆ ತಲೆಬಾಗುವುದಾಗಿ ಹೇಳಿದರು. ಕಾಂಗ್ರೆಸ್ ಅಭ್ಯರ್ಥಿ ಕಾರ್ಯಕರ್ತರೊಂದಿಗೆ ಸಂಭ್ರಮ ಹಂಚಿಕೊಂಡರು.	[740, 150, 922, 200]
candidate-name: ಭರತ್ ಶೆಟ್ಟಿ	[877, 1211, 907, 1220]
candidate-name: ವೇದವ್ಯಾಸ ಕಾಮತ್	[752, 1318, 780, 1337]
candidate-grid	[292, 1192, 922, 1404]
lead-dateline: ಮೈಸೂರು,ಮೇ 13 (ಎಂಟಿಎನ್)- ಮೈಸೂರು ಜಿಲ್ಲೆಯ ವಿವಿಧ ವಿಧಾನಸಭಾ ಕ್ಷೇತ್ರಗಳ ಎಣಿಕೆ ಕಾರ್ಯದ ವೇಳೆ ಚಾಮರಾಜ, ತಿ.ನರಸೀಪುರ ಹಾಗೂ ಕೆ.ಆರ್.ನಗರ ಕ್ಷೇತ್ರದ ಫಲಿತಾಂಶ ಕುತೂಹಲ ಮೂಡಿಸಿ, ಏರಿಳಿತ ಪ್ರಕ್ರಿಯೆ ಹಾವು ಏಣಿ ಆಟದಂತೆ ಸಾಗಿ ಕಾಂಗ್ರೆಸ್ ಕಾರ್ಯಕರ್ತರನ್ನು ಕಾದಿರಿಸುವಂತೆ ಮಾಡಿತು.	[292, 150, 412, 185]
bottom-subhead: ಸೋತ ಅಭ್ಯರ್ಥಿಗಳ ಪ್ರತಿಕ್ರಿಯೆ	[483, 964, 587, 977]
rule	[20, 926, 282, 927]
notice-title: ಸಿ.ಪ್ರೀತಮ್ ಉನ್ನತ ಶ್ರೇಣಿ	[700, 874, 766, 883]
candidate-photo	[299, 1316, 349, 1378]
story3-title-box	[20, 668, 282, 704]
congress-hand-icon	[367, 1250, 407, 1290]
candidate-card	[418, 1299, 542, 1404]
candidate-card	[670, 1299, 794, 1404]
bottom-portrait-3	[720, 1052, 778, 1118]
candidate-constituency: ಬಂಟ್ವಾಳ	[342, 1301, 366, 1310]
